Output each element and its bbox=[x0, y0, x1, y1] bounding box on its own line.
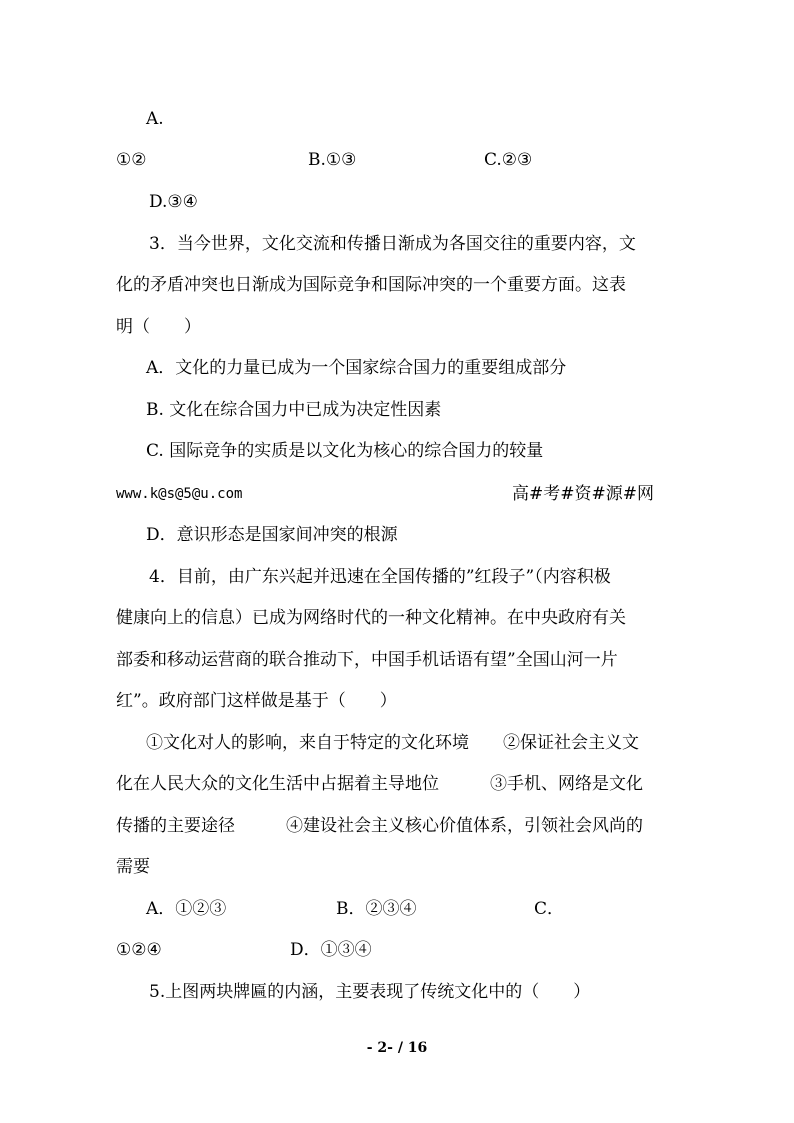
q4-option-d: D．①③④ bbox=[290, 940, 372, 960]
q3-option-c: C. 国际竞争的实质是以文化为核心的综合国力的较量 bbox=[146, 441, 544, 461]
q3-option-d: D．意识形态是国家间冲突的根源 bbox=[146, 525, 398, 545]
q2-option-a-label: A. bbox=[146, 109, 164, 129]
q2-option-b: B.①③ bbox=[308, 150, 357, 170]
q3-option-a: A．文化的力量已成为一个国家综合国力的重要组成部分 bbox=[146, 358, 567, 378]
q4-option-b: B．②③④ bbox=[336, 899, 417, 919]
q5-stem: 5.上图两块牌匾的内涵，主要表现了传统文化中的（ ） bbox=[149, 982, 591, 1002]
q4-item-line-3: 传播的主要途径 ④建设社会主义核心价值体系，引领社会风尚的 bbox=[116, 816, 643, 836]
q4-option-c-value: ①②④ bbox=[116, 940, 162, 960]
q4-item-line-1: ①文化对人的影响，来自于特定的文化环境 ②保证社会主义文 bbox=[146, 733, 639, 753]
watermark-url: www.k@s@5@u.com bbox=[116, 486, 243, 502]
q4-stem-line-4: 红”。政府部门这样做是基于（ ） bbox=[116, 691, 397, 711]
q3-stem-line-3: 明（ ） bbox=[116, 317, 201, 337]
q3-option-b: B. 文化在综合国力中已成为决定性因素 bbox=[146, 400, 442, 420]
q2-option-d: D.③④ bbox=[149, 192, 198, 212]
q4-item-line-2: 化在人民大众的文化生活中占据着主导地位 ③手机、网络是文化 bbox=[116, 774, 643, 794]
q4-stem-line-1: 4．目前，由广东兴起并迅速在全国传播的”红段子”（内容积极 bbox=[149, 567, 611, 587]
q3-stem-line-1: 3．当今世界，文化交流和传播日渐成为各国交往的重要内容，文 bbox=[149, 234, 636, 254]
q4-item-line-4: 需要 bbox=[116, 857, 150, 877]
q2-option-c: C.②③ bbox=[484, 150, 533, 170]
q4-stem-line-3: 部委和移动运营商的联合推动下，中国手机话语有望”全国山河一片 bbox=[116, 650, 618, 670]
watermark-text: 高#考#资#源#网 bbox=[512, 484, 654, 504]
q4-option-c-label: C． bbox=[534, 899, 565, 919]
q4-stem-line-2: 健康向上的信息）已成为网络时代的一种文化精神。在中央政府有关 bbox=[116, 608, 626, 628]
page-number: - 2- / 16 bbox=[366, 1040, 428, 1056]
q2-option-a-value: ①② bbox=[116, 150, 147, 170]
q3-stem-line-2: 化的矛盾冲突也日渐成为国际竞争和国际冲突的一个重要方面。这表 bbox=[116, 275, 626, 295]
q4-option-a: A．①②③ bbox=[146, 899, 227, 919]
